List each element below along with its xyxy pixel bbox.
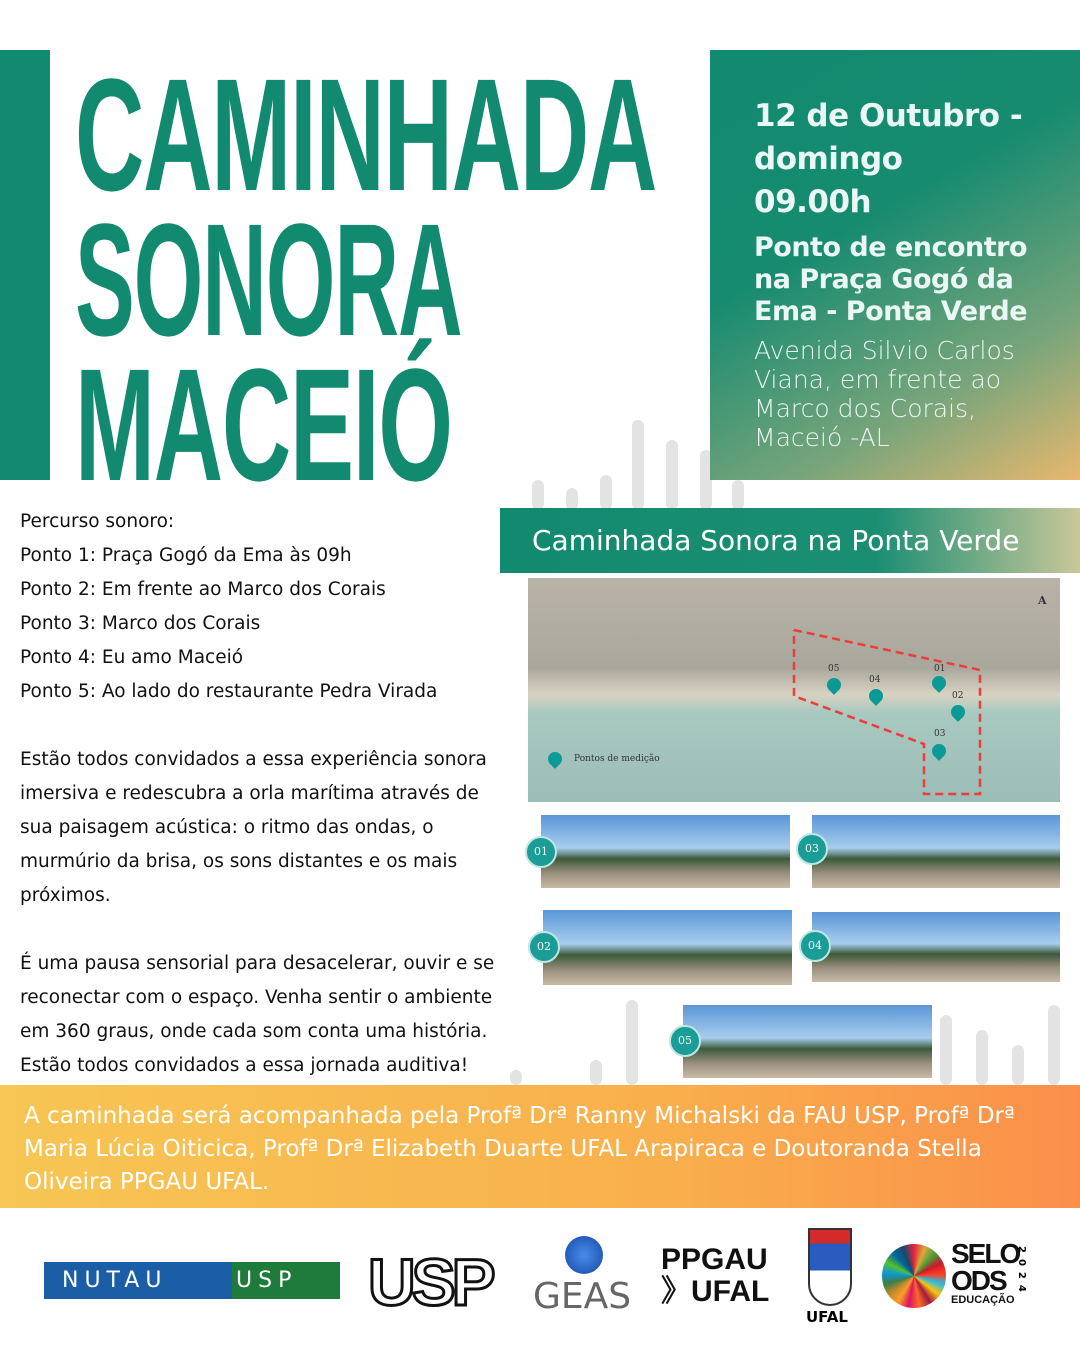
selo-text: SELO: [951, 1238, 1020, 1269]
panorama-photo-02: [543, 910, 792, 985]
event-day: domingo: [754, 141, 903, 177]
usp-text: USP: [232, 1262, 340, 1299]
nutau-usp-logo: [44, 1262, 340, 1299]
ufal-crest-icon: [808, 1228, 852, 1306]
footer-credits: A caminhada será acompanhada pela Profª Drª Ranny Michalski da FAU USP, Profª Drª Maria Lúcia Oiticica, Profª Drª Elizabeth Duarte UFAL Arapiraca e Doutoranda Stella Oliveira PPGAU UFAL.: [0, 1085, 1080, 1208]
geas-logo-icon: [565, 1236, 603, 1274]
address: Avenida Silvio Carlos Viana, em frente ao Marco dos Corais, Maceió -AL: [754, 336, 1015, 452]
nutau-text: NUTAU: [44, 1262, 232, 1299]
ods-wheel-icon: [882, 1244, 946, 1308]
geas-logo: GEAS: [533, 1276, 632, 1317]
photo-badge: 02: [528, 931, 560, 963]
route-heading: Percurso sonoro:: [20, 511, 175, 532]
title-line-2: SONORA: [75, 190, 462, 369]
photo-badge: 01: [525, 836, 557, 868]
panorama-photo-01: [541, 815, 790, 888]
ufal-logo: UFAL: [806, 1308, 848, 1326]
photo-badge: 03: [796, 833, 828, 865]
accent-bar: [0, 50, 50, 480]
route-map: [528, 578, 1060, 802]
map-banner: Caminhada Sonora na Ponta Verde: [500, 508, 1080, 573]
north-arrow-icon: A: [1038, 594, 1047, 607]
description-paragraph: Estão todos convidados a essa experiência sonora imersiva e redescubra a orla marítima através de sua paisagem acústica: o ritmo das ondas, o murmúrio da brisa, os sons distantes e os mais próximos.: [20, 749, 487, 906]
usp-logo: USP: [368, 1245, 492, 1319]
event-date: 12 de Outubro -: [754, 98, 1023, 134]
photo-badge: 05: [669, 1025, 701, 1057]
ods-text: ODS: [951, 1265, 1006, 1296]
selo-ods-logo: [951, 1240, 1019, 1306]
map-label: 01: [934, 664, 946, 674]
ppgau-ufal-logo: [661, 1244, 769, 1308]
route-point: Ponto 1: Praça Gogó da Ema às 09h: [20, 545, 352, 566]
photo-badge: 04: [799, 930, 831, 962]
ufal-text: 》UFAL: [661, 1275, 770, 1308]
map-legend: Pontos de medição: [574, 754, 660, 764]
map-label: 04: [869, 675, 881, 685]
event-time: 09.00h: [754, 184, 872, 220]
route-description: [20, 505, 515, 1083]
route-point: Ponto 4: Eu amo Maceió: [20, 647, 244, 668]
selo-year: 2024: [1016, 1246, 1027, 1298]
route-point: Ponto 2: Em frente ao Marco dos Corais: [20, 579, 386, 600]
title-line-3: MACEIÓ: [75, 335, 452, 514]
title-line-1: CAMINHADA: [75, 45, 657, 224]
panorama-photo-05: [683, 1005, 932, 1078]
route-point: Ponto 5: Ao lado do restaurante Pedra Virada: [20, 681, 438, 702]
map-label: 03: [934, 729, 946, 739]
ppgau-text: PPGAU: [661, 1243, 768, 1276]
route-boundary: [528, 578, 1060, 802]
panorama-photo-04: [812, 912, 1060, 982]
route-point: Ponto 3: Marco dos Corais: [20, 613, 261, 634]
educacao-text: EDUCAÇÃO: [951, 1294, 1015, 1306]
map-label: 05: [828, 664, 840, 674]
map-label: 02: [952, 691, 964, 701]
description-paragraph: É uma pausa sensorial para desacelerar, ouvir e se reconectar com o espaço. Venha sentir o ambiente em 360 graus, onde cada som conta uma história. Estão todos convidados a essa jornada auditiva!: [20, 953, 495, 1076]
event-info-box: [710, 50, 1080, 480]
meeting-point: Ponto de encontro na Praça Gogó da Ema - Ponta Verde: [754, 232, 1028, 327]
panorama-photo-03: [812, 815, 1060, 888]
